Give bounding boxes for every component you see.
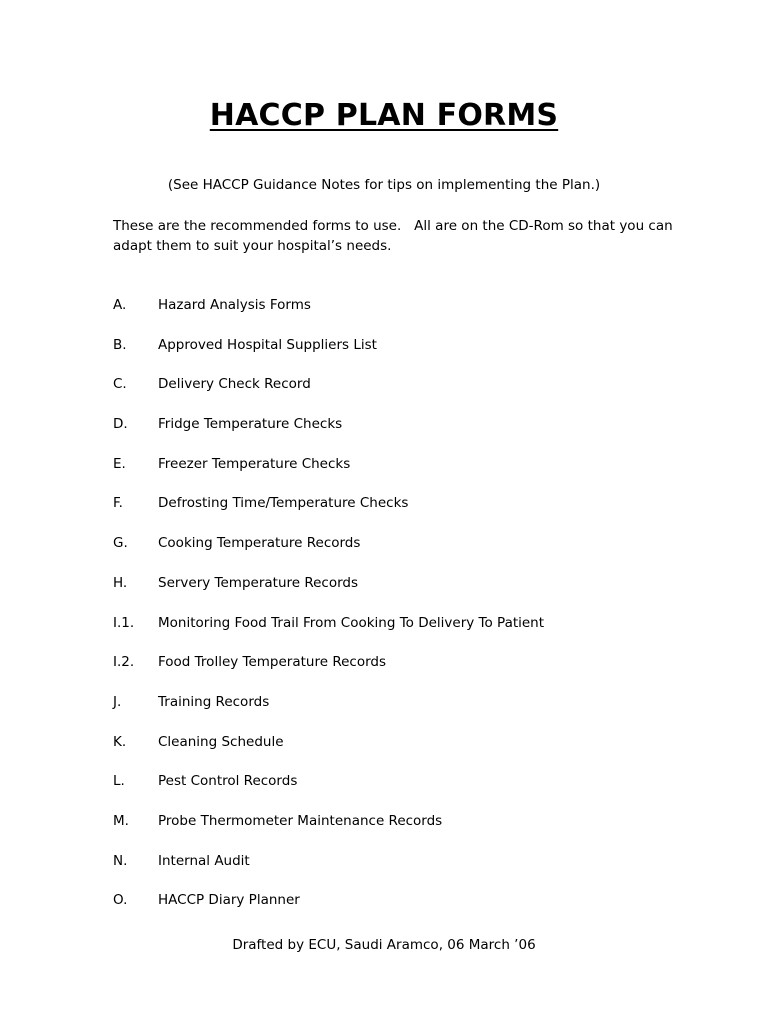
list-item <box>113 573 673 613</box>
form-letter: I.1. <box>113 614 135 631</box>
list-item <box>113 335 673 375</box>
form-letter: B. <box>113 336 127 353</box>
form-letter: G. <box>113 535 128 552</box>
form-name: Approved Hospital Suppliers List <box>158 336 377 353</box>
form-name: Cleaning Schedule <box>158 733 284 750</box>
form-name: HACCP Diary Planner <box>158 892 300 909</box>
intro-line: adapt them to suit your hospital’s needs. <box>113 238 392 254</box>
list-item <box>113 652 673 692</box>
form-letter: L. <box>113 773 125 790</box>
form-name: Cooking Temperature Records <box>158 535 361 552</box>
form-name: Defrosting Time/Temperature Checks <box>158 495 409 512</box>
list-item <box>113 692 673 732</box>
footer-note: Drafted by ECU, Saudi Aramco, 06 March ’06 <box>232 937 536 953</box>
list-item <box>113 613 673 653</box>
list-item <box>113 414 673 454</box>
form-letter: D. <box>113 416 128 433</box>
form-name: Training Records <box>158 693 270 710</box>
form-letter: N. <box>113 852 128 869</box>
form-letter: M. <box>113 812 129 829</box>
list-item <box>113 374 673 414</box>
form-name: Servery Temperature Records <box>158 574 359 591</box>
list-item <box>113 493 673 533</box>
list-item <box>113 771 673 811</box>
list-item <box>113 732 673 772</box>
form-letter: F. <box>113 495 123 512</box>
form-name: Food Trolley Temperature Records <box>158 654 387 671</box>
form-letter: K. <box>113 733 127 750</box>
intro-paragraph <box>113 216 673 256</box>
form-name: Fridge Temperature Checks <box>158 416 343 433</box>
list-item <box>113 890 673 930</box>
form-name: Pest Control Records <box>158 773 298 790</box>
form-letter: I.2. <box>113 654 135 671</box>
page-title: HACCP PLAN FORMS <box>209 98 559 133</box>
list-item <box>113 295 673 335</box>
form-letter: H. <box>113 574 128 591</box>
form-letter: C. <box>113 376 127 393</box>
form-name: Monitoring Food Trail From Cooking To Delivery To Patient <box>158 614 545 631</box>
form-name: Delivery Check Record <box>158 376 311 393</box>
form-name: Internal Audit <box>158 852 250 869</box>
form-name: Freezer Temperature Checks <box>158 455 351 472</box>
forms-list <box>113 295 673 930</box>
form-letter: E. <box>113 455 126 472</box>
list-item <box>113 851 673 891</box>
list-item <box>113 811 673 851</box>
intro-line: These are the recommended forms to use. All are on the CD-Rom so that you can <box>113 218 673 234</box>
form-letter: J. <box>113 693 122 710</box>
form-letter: A. <box>113 297 127 313</box>
subtitle: (See HACCP Guidance Notes for tips on implementing the Plan.) <box>167 177 601 193</box>
list-item <box>113 533 673 573</box>
form-name: Hazard Analysis Forms <box>158 297 311 313</box>
form-name: Probe Thermometer Maintenance Records <box>158 812 443 829</box>
list-item <box>113 454 673 494</box>
form-letter: O. <box>113 892 128 909</box>
